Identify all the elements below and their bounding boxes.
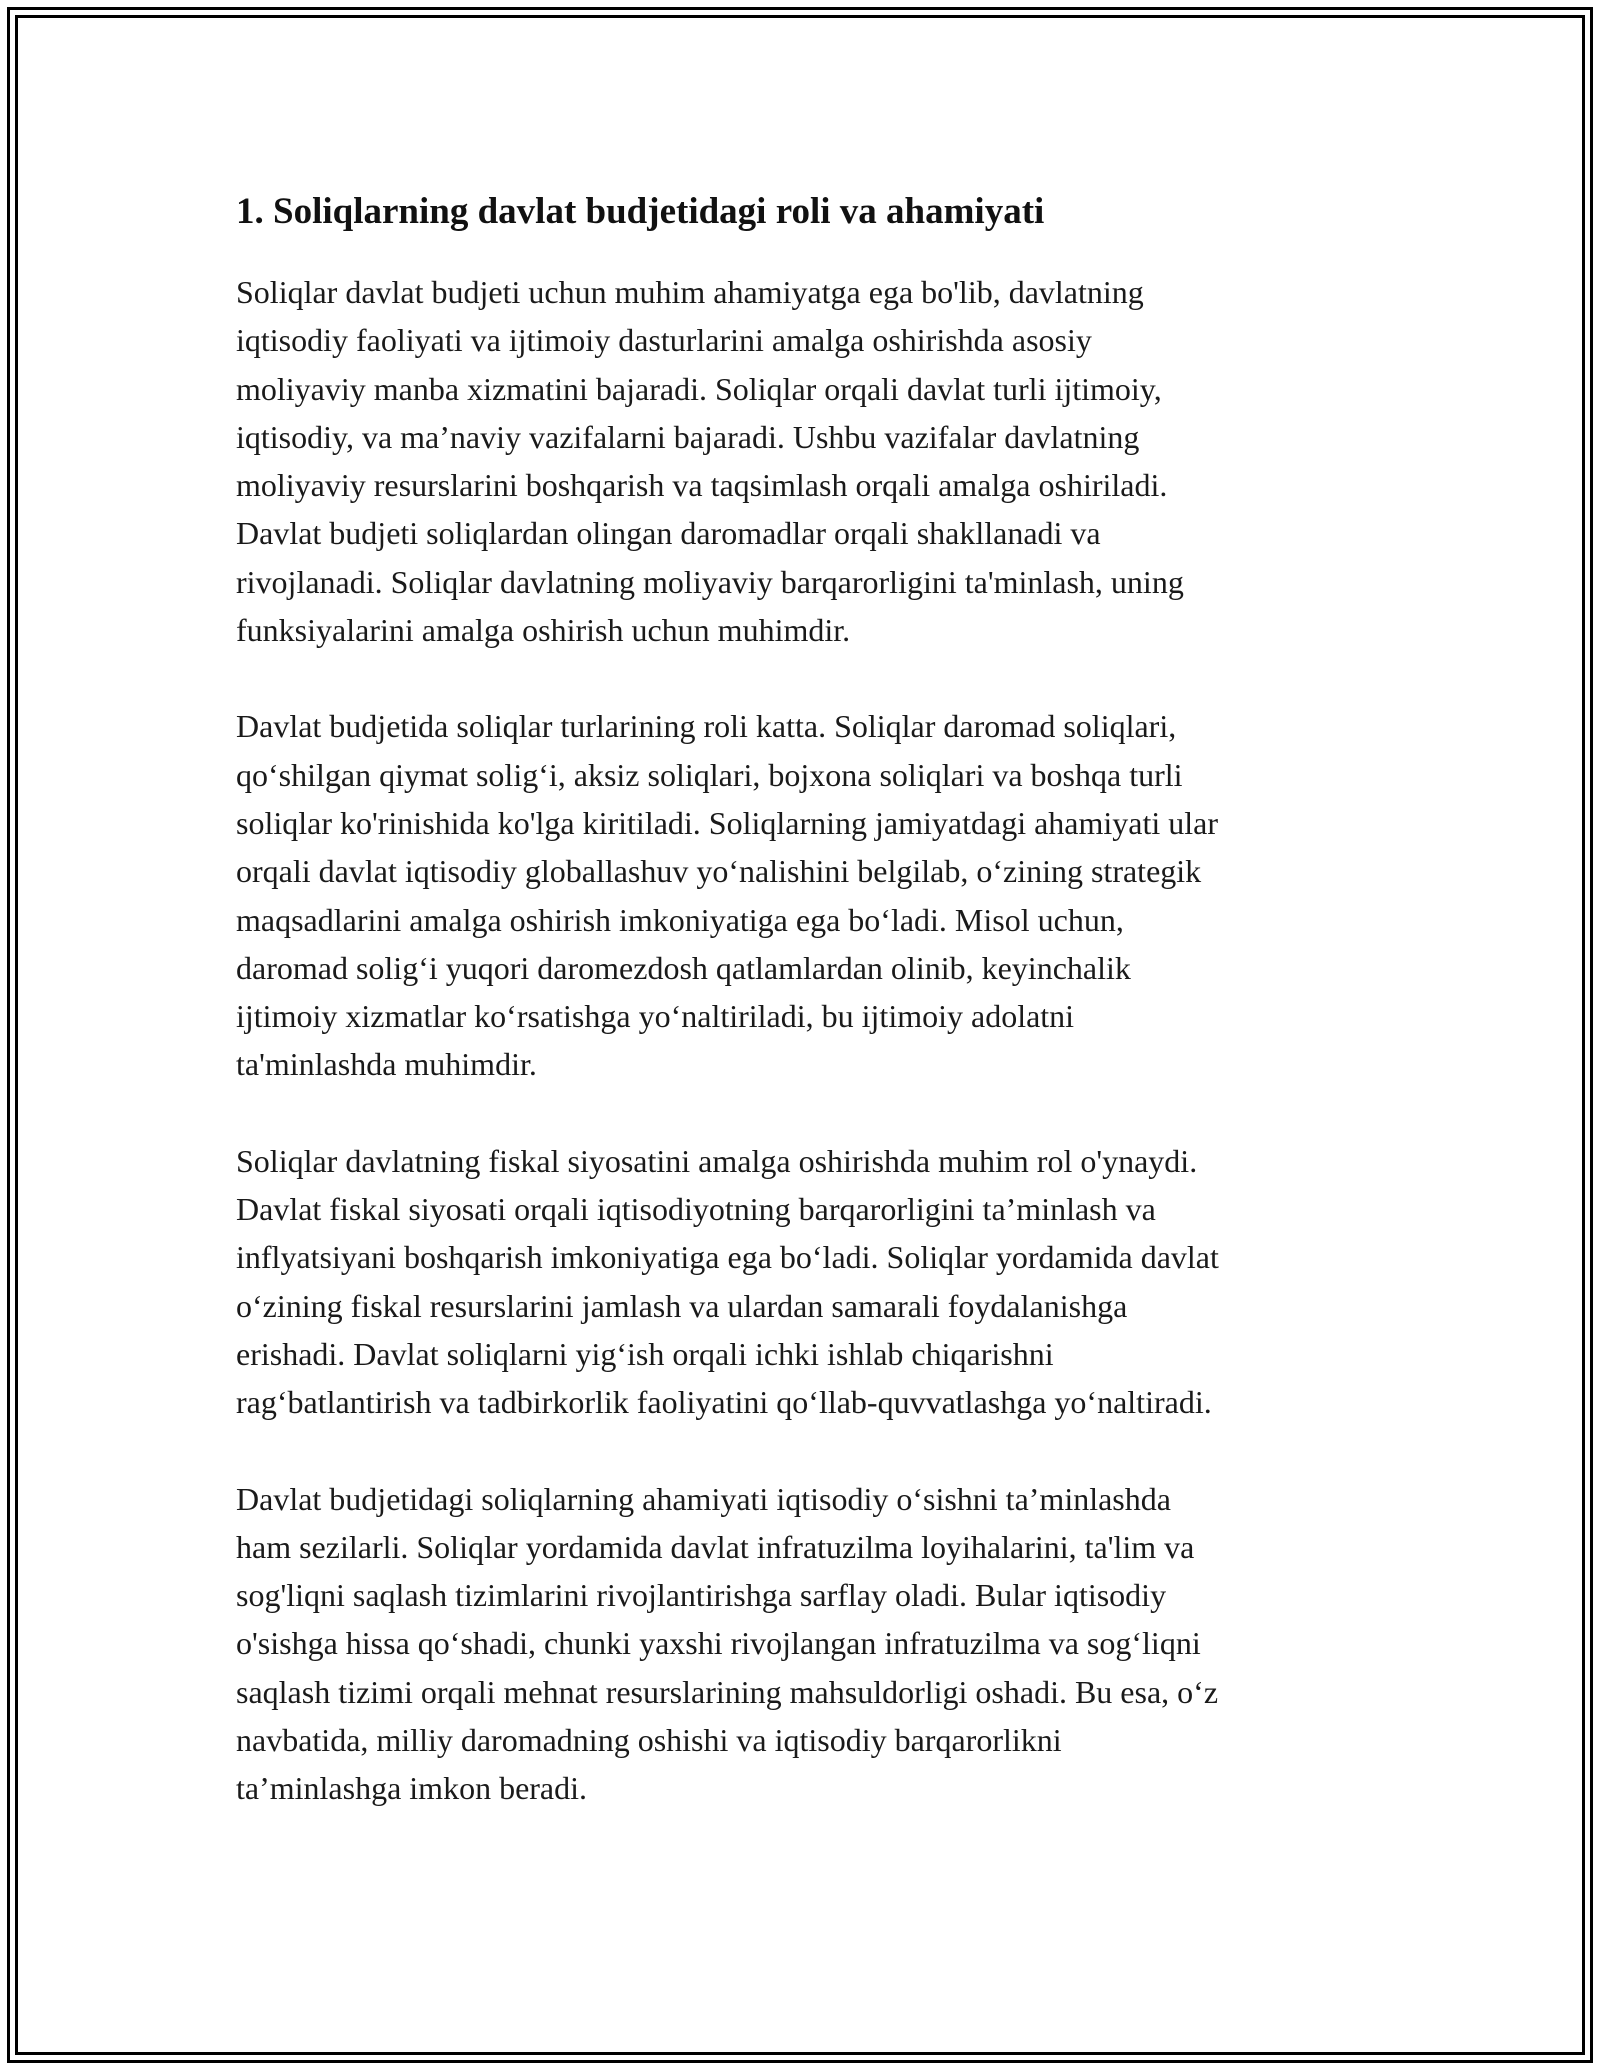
paragraph-line: iqtisodiy, va ma’naviy vazifalarni bajaradi. Ushbu vazifalar davlatning <box>236 418 1140 455</box>
paragraph-line: moliyaviy resurslarini boshqarish va taqsimlash orqali amalga oshiriladi. <box>236 467 1168 504</box>
paragraph-line: Soliqlar davlatning fiskal siyosatini amalga oshirishda muhim rol o'ynaydi. <box>236 1142 1198 1179</box>
paragraph-line: qo‘shilgan qiymat solig‘i, aksiz soliqlari, bojxona soliqlari va boshqa turli <box>236 756 1183 793</box>
paragraph-line: ijtimoiy xizmatlar ko‘rsatishga yo‘naltiriladi, bu ijtimoiy adolatni <box>236 998 1075 1035</box>
paragraph-line: iqtisodiy faoliyati va ijtimoiy dasturlarini amalga oshirishda asosiy <box>236 322 1092 359</box>
paragraph-line: rivojlanadi. Soliqlar davlatning moliyaviy barqarorligini ta'minlash, uning <box>236 563 1184 600</box>
paragraph-line: orqali davlat iqtisodiy globallashuv yo‘nalishini belgilab, o‘zining strategik <box>236 853 1202 890</box>
paragraph-line: rag‘batlantirish va tadbirkorlik faoliyatini qo‘llab-quvvatlashga yo‘naltiradi. <box>236 1384 1212 1421</box>
paragraph-line: Davlat budjetida soliqlar turlarining roli katta. Soliqlar daromad soliqlari, <box>236 708 1177 745</box>
document-body <box>236 186 1376 1861</box>
body-paragraph <box>236 702 1376 1088</box>
paragraph-list <box>236 268 1376 1813</box>
paragraph-line: ta’minlashga imkon beradi. <box>236 1770 588 1807</box>
body-paragraph <box>236 1475 1376 1813</box>
body-paragraph <box>236 268 1376 654</box>
section-title: 1. Soliqlarning davlat budjetidagi roli va ahamiyati <box>236 191 1045 232</box>
paragraph-line: Davlat budjeti soliqlardan olingan daromadlar orqali shakllanadi va <box>236 515 1101 552</box>
paragraph-line: ta'minlashda muhimdir. <box>236 1046 537 1083</box>
paragraph-line: Davlat budjetidagi soliqlarning ahamiyati iqtisodiy o‘sishni ta’minlashda <box>236 1480 1171 1517</box>
paragraph-line: saqlash tizimi orqali mehnat resurslarining mahsuldorligi oshadi. Bu esa, o‘z <box>236 1673 1219 1710</box>
paragraph-line: o'sishga hissa qo‘shadi, chunki yaxshi rivojlangan infratuzilma va sog‘liqni <box>236 1625 1201 1662</box>
paragraph-line: daromad solig‘i yuqori daromezdosh qatlamlardan olinib, keyinchalik <box>236 949 1131 986</box>
paragraph-line: erishadi. Davlat soliqlarni yig‘ish orqali ichki ishlab chiqarishni <box>236 1335 1054 1372</box>
paragraph-line: moliyaviy manba xizmatini bajaradi. Soliqlar orqali davlat turli ijtimoiy, <box>236 370 1162 407</box>
body-paragraph <box>236 1137 1376 1427</box>
paragraph-line: maqsadlarini amalga oshirish imkoniyatiga ega bo‘ladi. Misol uchun, <box>236 901 1124 938</box>
paragraph-line: sog'liqni saqlash tizimlarini rivojlantirishga sarflay oladi. Bular iqtisodiy <box>236 1577 1167 1614</box>
paragraph-line: soliqlar ko'rinishida ko'lga kiritiladi. Soliqlarning jamiyatdagi ahamiyati ular <box>236 804 1218 841</box>
paragraph-line: inflyatsiyani boshqarish imkoniyatiga ega bo‘ladi. Soliqlar yordamida davlat <box>236 1239 1219 1276</box>
paragraph-line: funksiyalarini amalga oshirish uchun muhimdir. <box>236 612 851 649</box>
paragraph-line: ham sezilarli. Soliqlar yordamida davlat infratuzilma loyihalarini, ta'lim va <box>236 1528 1195 1565</box>
paragraph-line: navbatida, milliy daromadning oshishi va iqtisodiy barqarorlikni <box>236 1722 1062 1759</box>
paragraph-line: Soliqlar davlat budjeti uchun muhim ahamiyatga ega bo'lib, davlatning <box>236 274 1144 310</box>
paragraph-line: Davlat fiskal siyosati orqali iqtisodiyotning barqarorligini ta’minlash va <box>236 1191 1156 1228</box>
paragraph-line: o‘zining fiskal resurslarini jamlash va ulardan samarali foydalanishga <box>236 1287 1128 1324</box>
